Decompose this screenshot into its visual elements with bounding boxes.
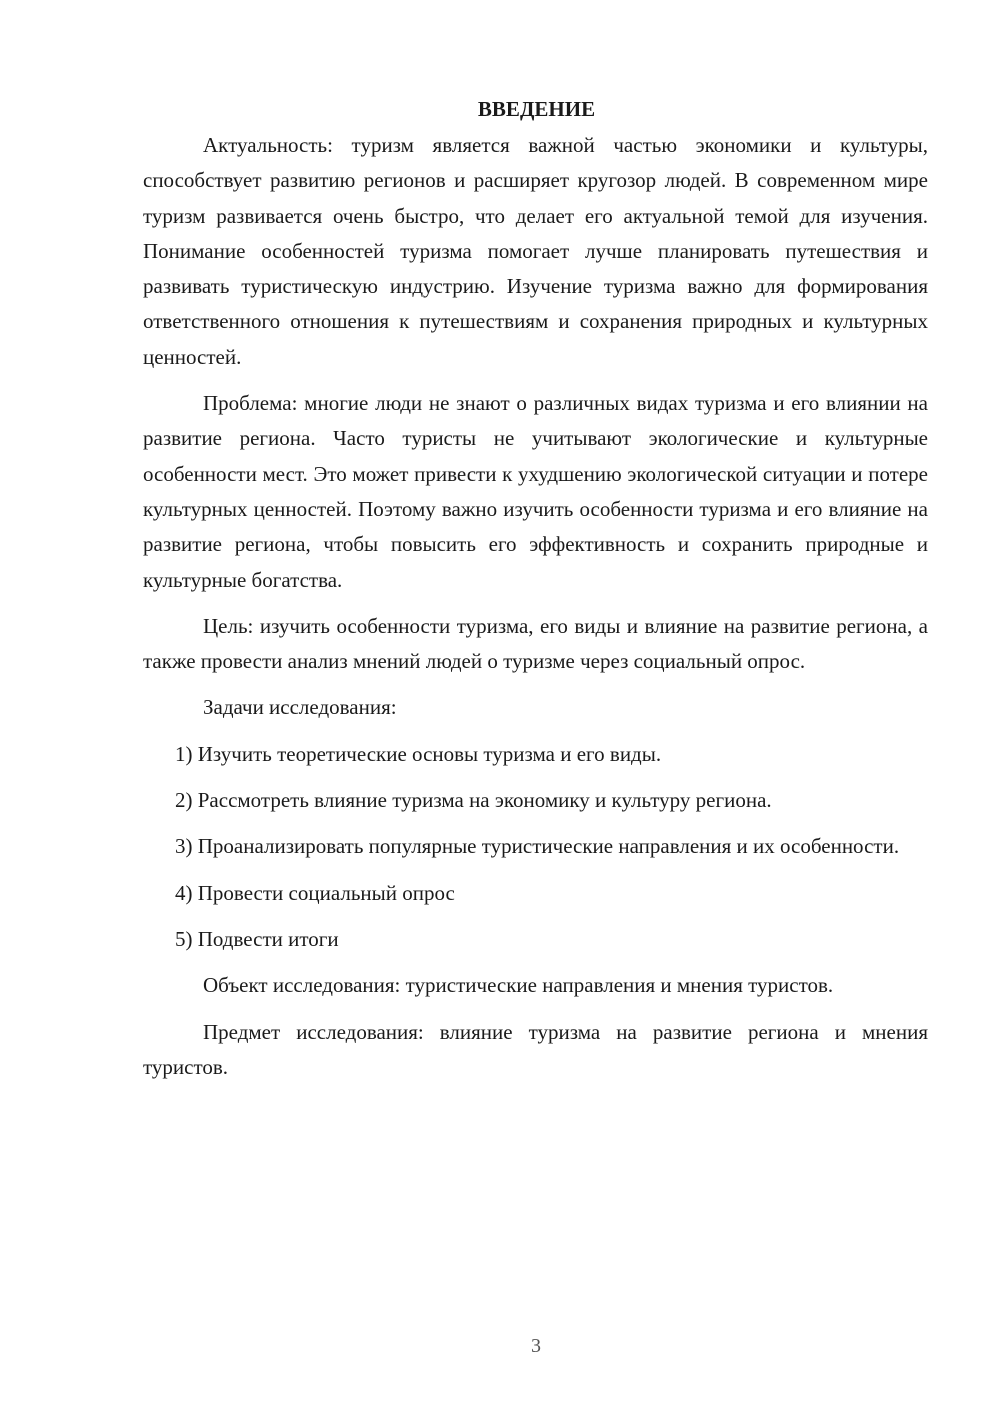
task-item-3: 3) Проанализировать популярные туристические направления и их особенности. xyxy=(175,834,900,859)
task-item-5: 5) Подвести итоги xyxy=(175,926,339,951)
relevance-paragraph: Актуальность: туризм является важной частью экономики и культуры, способствует развитию регионов и расширяет кругозор людей. В современном мире туризм развивается очень быстро, что делает его актуальной темой для изучения. Понимание особенностей туризма помогает лучше планировать путешествия и развивать туристическую индустрию. Изучение туризма важно для формирования ответственного отношения к путешествиям и сохранения природных и культурных ценностей. xyxy=(143,133,928,369)
task-item-4: 4) Провести социальный опрос xyxy=(175,880,455,905)
object-paragraph: Объект исследования: туристические направления и мнения туристов. xyxy=(203,973,834,998)
goal-paragraph: Цель: изучить особенности туризма, его виды и влияние на развитие региона, а также провести анализ мнений людей о туризме через социальный опрос. xyxy=(143,613,928,674)
problem-paragraph: Проблема: многие люди не знают о различных видах туризма и его влиянии на развитие региона. Часто туристы не учитывают экологические и культурные особенности мест. Это может привести к ухудшению экологической ситуации и потере культурных ценностей. Поэтому важно изучить особенности туризма и его влияние на развитие региона, чтобы повысить его эффективность и сохранить природные и культурные богатства. xyxy=(143,391,928,592)
task-item-2: 2) Рассмотреть влияние туризма на экономику и культуру региона. xyxy=(175,788,772,813)
page-number: 3 xyxy=(531,1335,541,1357)
tasks-heading: Задачи исследования: xyxy=(203,695,397,720)
subject-paragraph: Предмет исследования: влияние туризма на развитие региона и мнения туристов. xyxy=(143,1019,928,1079)
section-heading: ВВЕДЕНИЕ xyxy=(477,97,596,121)
task-item-1: 1) Изучить теоретические основы туризма и его виды. xyxy=(175,741,662,766)
page-content xyxy=(143,92,928,1096)
